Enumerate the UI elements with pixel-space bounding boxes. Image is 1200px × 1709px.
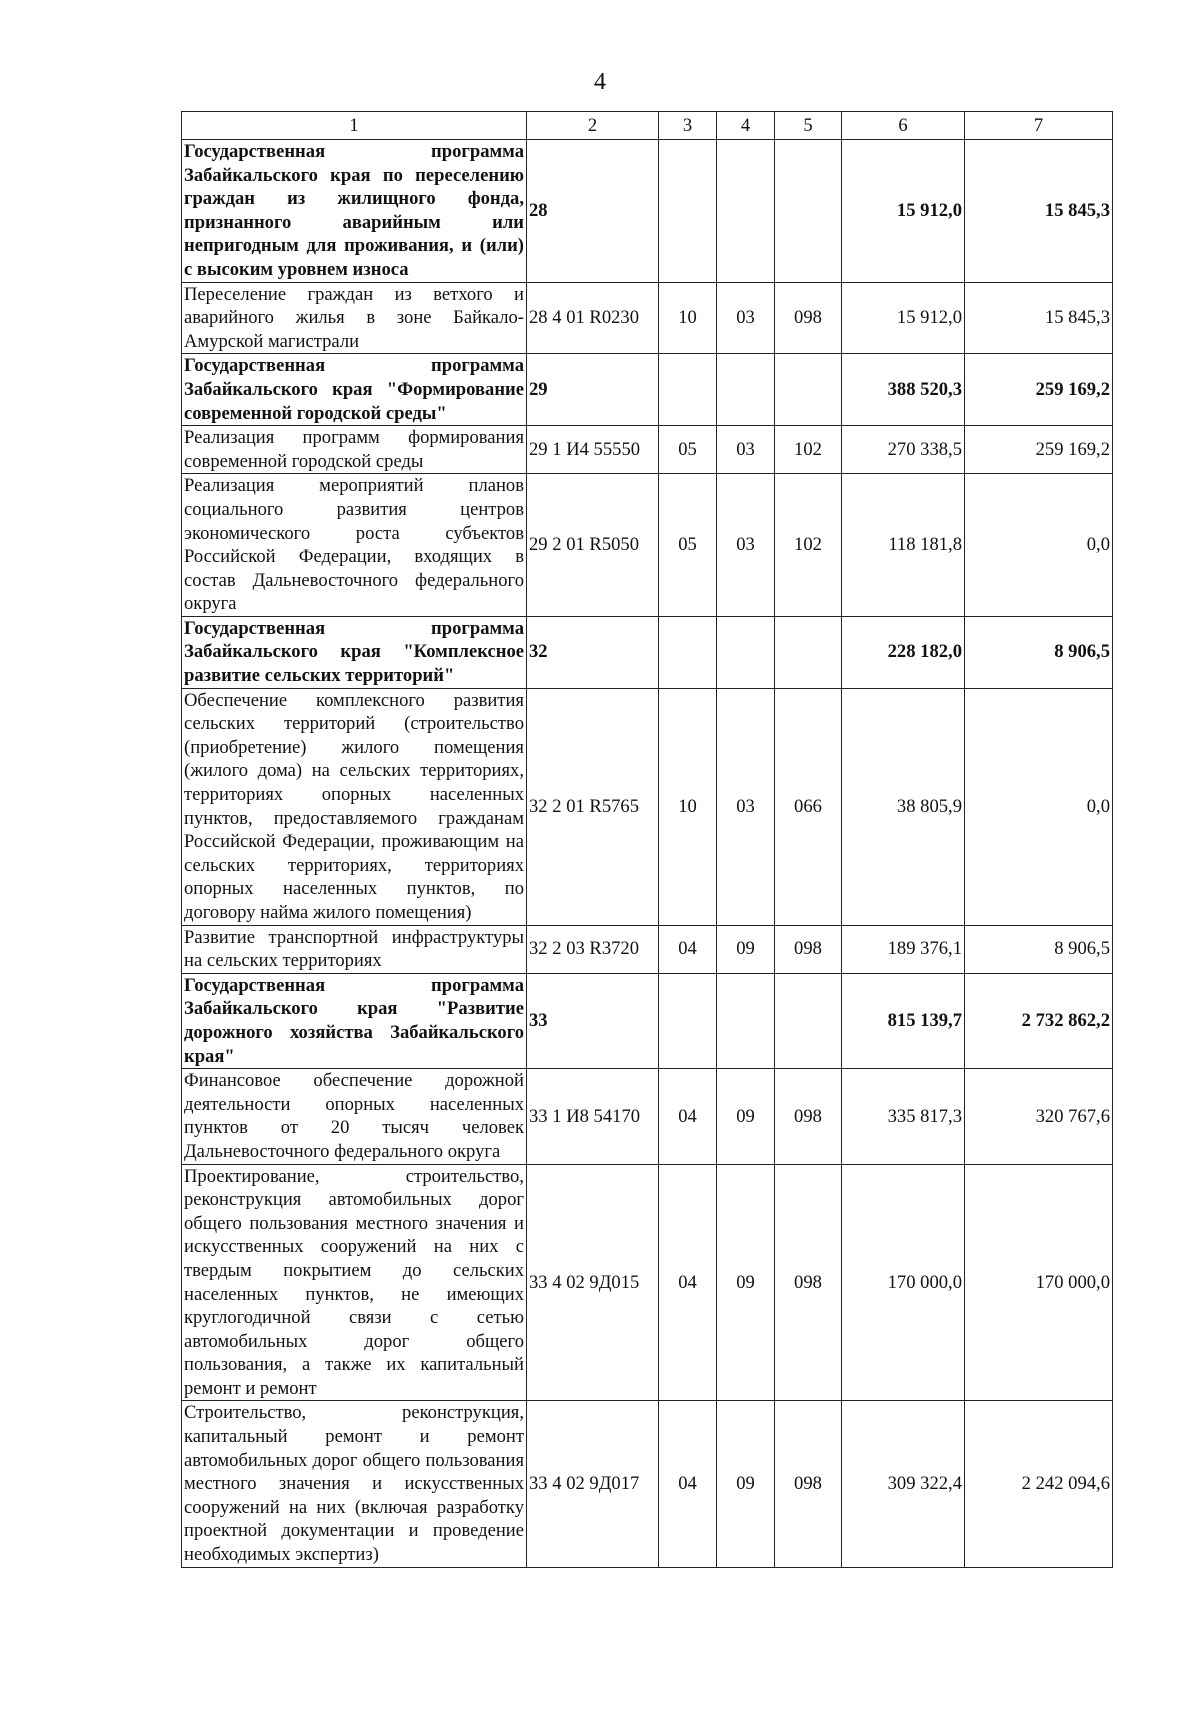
table-row: [182, 1069, 1113, 1164]
row-value-7: 170 000,0: [965, 1164, 1113, 1401]
row-section: 05: [659, 426, 717, 474]
row-value-7: 0,0: [965, 474, 1113, 617]
row-section: 10: [659, 688, 717, 925]
row-expense-type: 102: [775, 426, 842, 474]
row-value-7: 2 732 862,2: [965, 973, 1113, 1068]
program-row: [182, 616, 1113, 688]
header-row: [182, 112, 1113, 140]
row-value-6: 388 520,3: [842, 354, 965, 426]
row-subsection: 09: [717, 925, 775, 973]
row-subsection: 03: [717, 426, 775, 474]
header-col-3: 3: [659, 112, 717, 140]
row-section: [659, 616, 717, 688]
row-expense-type: 098: [775, 1164, 842, 1401]
row-value-6: 38 805,9: [842, 688, 965, 925]
row-code: 29 2 01 R5050: [527, 474, 659, 617]
row-section: [659, 354, 717, 426]
row-value-7: 259 169,2: [965, 426, 1113, 474]
row-value-7: 8 906,5: [965, 616, 1113, 688]
row-section: 05: [659, 474, 717, 617]
table-row: [182, 474, 1113, 617]
row-subsection: [717, 354, 775, 426]
row-name: Развитие транспортной инфраструктуры на сельских территориях: [182, 925, 527, 973]
row-subsection: 09: [717, 1401, 775, 1567]
row-value-7: 2 242 094,6: [965, 1401, 1113, 1567]
row-name: Государственная программа Забайкальского края "Формирование современной городской среды": [182, 354, 527, 426]
row-name: Государственная программа Забайкальского края по переселению граждан из жилищного фонда, признанного аварийным или непригодным для проживания, и (или) с высоким уровнем износа: [182, 140, 527, 283]
program-row: [182, 354, 1113, 426]
row-code: 32: [527, 616, 659, 688]
row-expense-type: 098: [775, 282, 842, 354]
row-code: 33 4 02 9Д015: [527, 1164, 659, 1401]
row-value-7: 15 845,3: [965, 140, 1113, 283]
row-section: 04: [659, 1401, 717, 1567]
row-section: 04: [659, 1164, 717, 1401]
page-number: 4: [594, 69, 606, 95]
table-row: [182, 282, 1113, 354]
row-value-6: 170 000,0: [842, 1164, 965, 1401]
table-row: [182, 1164, 1113, 1401]
header-col-6: 6: [842, 112, 965, 140]
row-code: 29 1 И4 55550: [527, 426, 659, 474]
row-value-6: 15 912,0: [842, 140, 965, 283]
row-code: 28 4 01 R0230: [527, 282, 659, 354]
row-code: 28: [527, 140, 659, 283]
row-value-6: 189 376,1: [842, 925, 965, 973]
header-col-4: 4: [717, 112, 775, 140]
row-value-6: 15 912,0: [842, 282, 965, 354]
row-name: Переселение граждан из ветхого и аварийного жилья в зоне Байкало-Амурской магистрали: [182, 282, 527, 354]
row-subsection: 03: [717, 474, 775, 617]
row-section: [659, 973, 717, 1068]
row-subsection: 09: [717, 1164, 775, 1401]
row-value-6: 335 817,3: [842, 1069, 965, 1164]
row-value-6: 228 182,0: [842, 616, 965, 688]
row-code: 33 1 И8 54170: [527, 1069, 659, 1164]
row-expense-type: 098: [775, 1401, 842, 1567]
row-expense-type: [775, 616, 842, 688]
row-value-7: 8 906,5: [965, 925, 1113, 973]
row-value-6: 118 181,8: [842, 474, 965, 617]
header-col-2: 2: [527, 112, 659, 140]
row-subsection: [717, 973, 775, 1068]
table-row: [182, 426, 1113, 474]
row-value-7: 0,0: [965, 688, 1113, 925]
row-value-7: 320 767,6: [965, 1069, 1113, 1164]
row-code: 32 2 03 R3720: [527, 925, 659, 973]
row-subsection: [717, 616, 775, 688]
row-value-7: 259 169,2: [965, 354, 1113, 426]
row-name: Реализация программ формирования современной городской среды: [182, 426, 527, 474]
row-subsection: 03: [717, 688, 775, 925]
row-expense-type: [775, 973, 842, 1068]
row-expense-type: [775, 140, 842, 283]
row-expense-type: 098: [775, 1069, 842, 1164]
row-subsection: [717, 140, 775, 283]
row-code: 32 2 01 R5765: [527, 688, 659, 925]
row-section: 04: [659, 925, 717, 973]
row-expense-type: [775, 354, 842, 426]
row-section: 04: [659, 1069, 717, 1164]
row-value-6: 309 322,4: [842, 1401, 965, 1567]
row-code: 33: [527, 973, 659, 1068]
row-section: 10: [659, 282, 717, 354]
header-col-5: 5: [775, 112, 842, 140]
table-row: [182, 925, 1113, 973]
header-col-7: 7: [965, 112, 1113, 140]
program-row: [182, 973, 1113, 1068]
row-expense-type: 098: [775, 925, 842, 973]
row-name: Реализация мероприятий планов социального развития центров экономического роста субъектов Российской Федерации, входящих в состав Дальневосточного федерального округа: [182, 474, 527, 617]
row-code: 33 4 02 9Д017: [527, 1401, 659, 1567]
table-row: [182, 688, 1113, 925]
row-value-6: 815 139,7: [842, 973, 965, 1068]
row-section: [659, 140, 717, 283]
table-row: [182, 1401, 1113, 1567]
header-col-1: 1: [182, 112, 527, 140]
row-name: Строительство, реконструкция, капитальный ремонт и ремонт автомобильных дорог общего пользования местного значения и искусственных сооружений на них (включая разработку проектной документации и проведение необходимых экспертиз): [182, 1401, 527, 1567]
row-name: Финансовое обеспечение дорожной деятельности опорных населенных пунктов от 20 тысяч человек Дальневосточного федерального округа: [182, 1069, 527, 1164]
row-expense-type: 102: [775, 474, 842, 617]
row-subsection: 03: [717, 282, 775, 354]
row-subsection: 09: [717, 1069, 775, 1164]
row-value-6: 270 338,5: [842, 426, 965, 474]
row-name: Государственная программа Забайкальского края "Комплексное развитие сельских территорий": [182, 616, 527, 688]
row-expense-type: 066: [775, 688, 842, 925]
row-code: 29: [527, 354, 659, 426]
row-name: Обеспечение комплексного развития сельских территорий (строительство (приобретение) жилого помещения (жилого дома) на сельских территориях, территориях опорных населенных пунктов, предоставляемого гражданам Российской Федерации, проживающим на сельских территориях, территориях опорных населенных пунктов, по договору найма жилого помещения): [182, 688, 527, 925]
row-name: Проектирование, строительство, реконструкция автомобильных дорог общего пользования местного значения и искусственных сооружений на них с твердым покрытием до сельских населенных пунктов, не имеющих круглогодичной связи с сетью автомобильных дорог общего пользования, а также их капитальный ремонт и ремонт: [182, 1164, 527, 1401]
program-row: [182, 140, 1113, 283]
table-body: [182, 140, 1113, 1568]
row-value-7: 15 845,3: [965, 282, 1113, 354]
row-name: Государственная программа Забайкальского края "Развитие дорожного хозяйства Забайкальского края": [182, 973, 527, 1068]
budget-table: [181, 111, 1113, 1568]
